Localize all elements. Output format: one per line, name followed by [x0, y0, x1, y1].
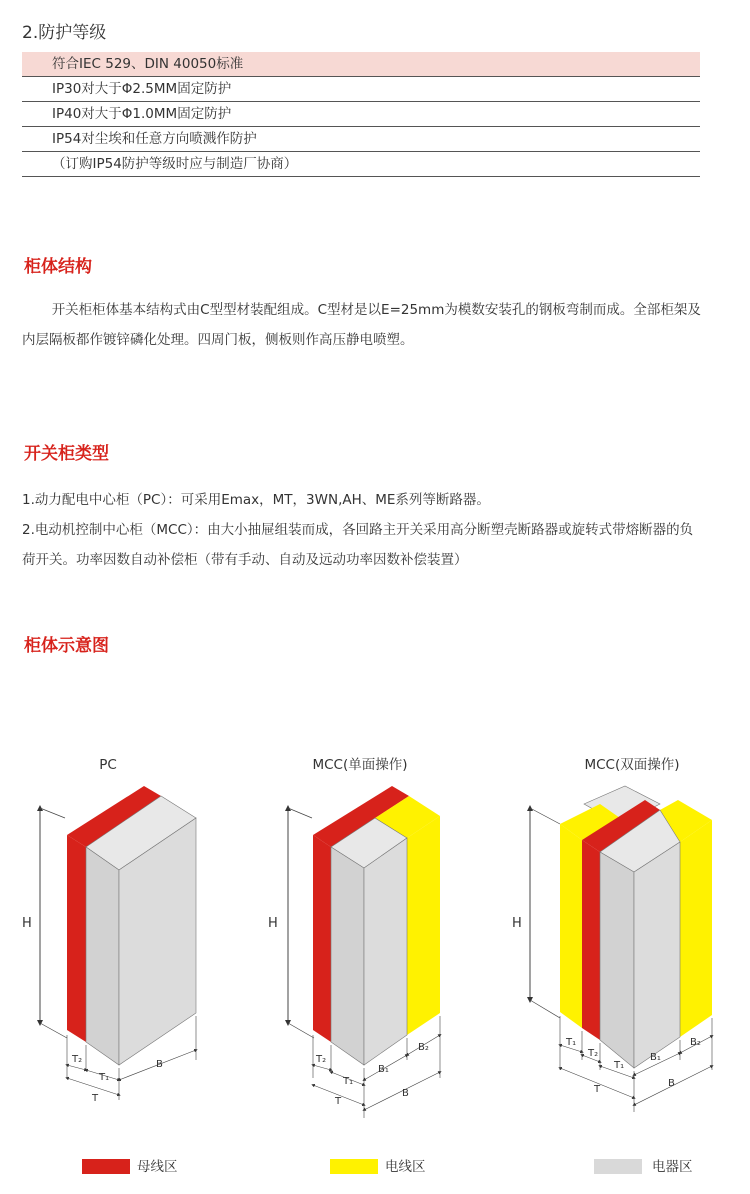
- dim-label: T₂: [316, 1054, 327, 1065]
- wiring-zone-front: [680, 820, 712, 1037]
- structure-paragraph: [22, 295, 702, 355]
- legend-swatch-wiring: [330, 1159, 378, 1174]
- protection-row: IP30对大于Φ2.5MM固定防护: [22, 77, 700, 102]
- dim-label: T: [594, 1084, 601, 1095]
- mcc-double-label: MCC(双面操作): [584, 757, 680, 773]
- protection-row: （订购IP54防护等级时应与制造厂协商）: [22, 152, 700, 177]
- protection-title: 2.防护等级: [22, 23, 107, 43]
- dim-label: B₂: [690, 1037, 701, 1048]
- dim-label: T₁: [614, 1060, 625, 1071]
- dim-label: T: [335, 1096, 342, 1107]
- dim-label: T₁: [566, 1037, 577, 1048]
- device-zone-front: [634, 842, 680, 1068]
- legend-label: 母线区: [137, 1159, 178, 1175]
- dim-label: B₁: [650, 1052, 661, 1063]
- busbar-zone-front: [582, 840, 600, 1040]
- device-zone-side: [331, 847, 364, 1065]
- protection-row: IP40对大于Φ1.0MM固定防护: [22, 102, 700, 127]
- height-label: H: [22, 916, 32, 931]
- types-list: [22, 485, 702, 575]
- dim-label: B: [156, 1059, 163, 1070]
- legend-swatch-device: [594, 1159, 642, 1174]
- legend: [82, 1158, 693, 1175]
- dim-label: T₁: [99, 1072, 110, 1083]
- dim-label: B: [668, 1078, 675, 1089]
- types-item: 2.电动机控制中心柜（MCC）：由大小抽屉组装而成，各回路主开关采用高分断塑壳断路器或旋转式带熔断器的负荷开关。功率因数自动补偿柜（带有手动、自动及远动功率因数补偿装置）: [22, 522, 694, 568]
- dim-label: T₂: [588, 1048, 599, 1059]
- device-zone-side: [86, 847, 119, 1065]
- busbar-zone-front: [67, 835, 86, 1042]
- protection-row: IP54对尘埃和任意方向喷溅作防护: [22, 127, 700, 152]
- pc-label: PC: [99, 757, 117, 773]
- types-item: 1.动力配电中心柜（PC）：可采用Emax，MT，3WN,AH、ME系列等断路器。: [22, 492, 490, 508]
- device-zone-front: [364, 838, 407, 1065]
- dim-label: B₁: [378, 1064, 389, 1075]
- height-label: H: [268, 916, 278, 931]
- dim-label: B: [402, 1088, 409, 1099]
- diagram-heading: 柜体示意图: [24, 636, 109, 656]
- dim-label: T₁: [343, 1076, 354, 1087]
- cabinet-diagram: [0, 700, 750, 1194]
- protection-row: 符合IEC 529、DIN 40050标准: [22, 52, 700, 77]
- mcc-single-label: MCC(单面操作): [312, 757, 408, 773]
- structure-text: 开关柜柜体基本结构式由C型型材装配组成。C型材是以E=25mm为模数安装孔的钢板弯制而成。全部柜架及内层隔板都作镀锌磷化处理。四周门板，侧板则作高压静电喷塑。: [22, 302, 701, 348]
- legend-swatch-busbar: [82, 1159, 130, 1174]
- busbar-zone-front: [313, 835, 331, 1042]
- structure-heading: 柜体结构: [24, 257, 92, 277]
- wiring-zone-front: [560, 824, 582, 1028]
- height-label: H: [512, 916, 522, 931]
- mcc-double-cabinet: [512, 756, 712, 1112]
- dim-label: B₂: [418, 1042, 429, 1053]
- legend-label: 电器区: [652, 1159, 693, 1175]
- pc-cabinet: [22, 757, 196, 1104]
- device-zone-side: [600, 852, 634, 1068]
- legend-label: 电线区: [385, 1159, 426, 1175]
- protection-table: [22, 52, 700, 177]
- dim-label: T: [92, 1093, 99, 1104]
- types-heading: 开关柜类型: [24, 444, 109, 464]
- wiring-zone-front: [407, 816, 440, 1035]
- mcc-single-cabinet: [268, 756, 440, 1118]
- dim-label: T₂: [72, 1054, 83, 1065]
